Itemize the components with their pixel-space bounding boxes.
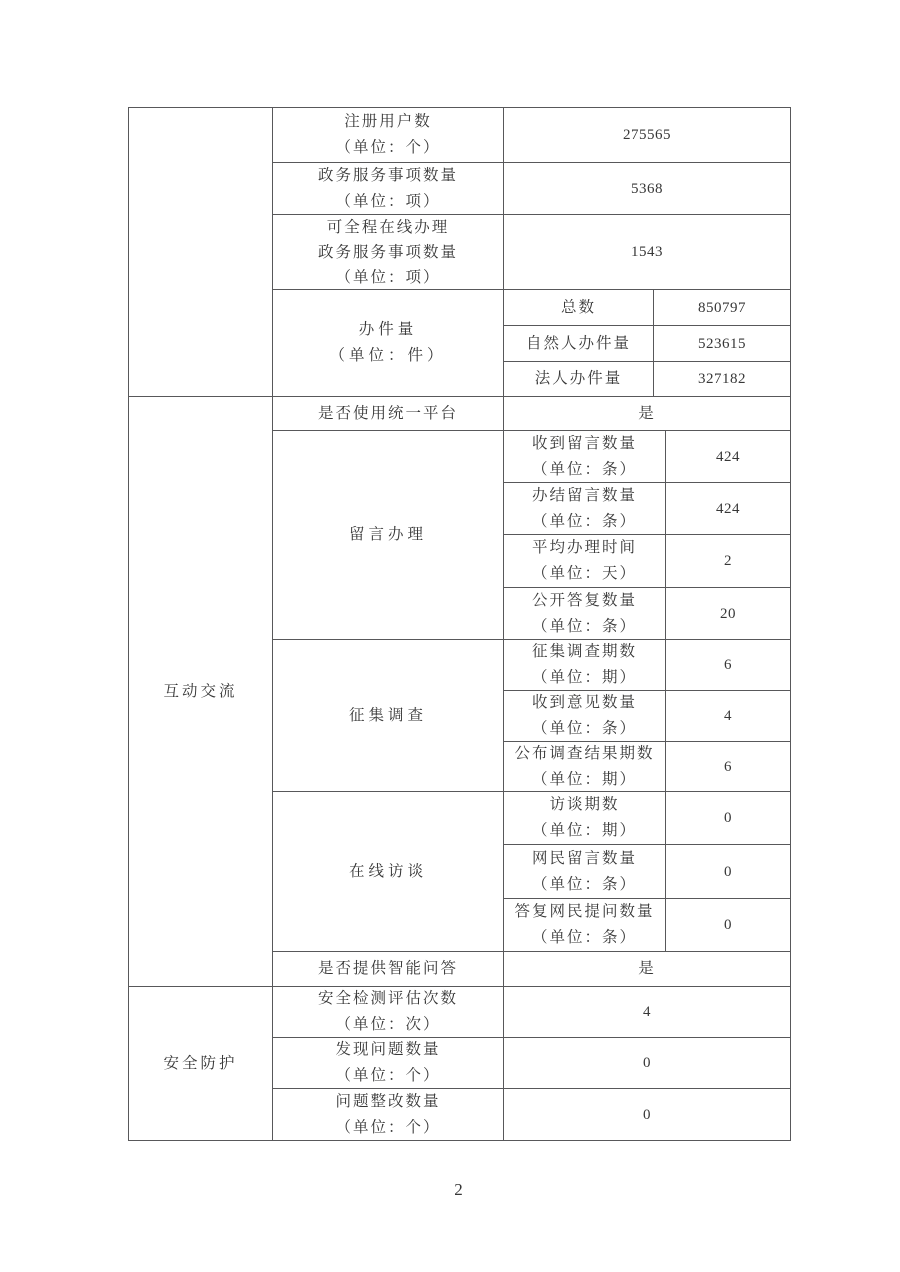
value-problems-rectified: 0 [643, 1106, 651, 1123]
unit-text: （单位：个） [335, 1067, 441, 1084]
unit-text: （单位：条） [531, 512, 637, 530]
label-text: 收到意见数量 [531, 694, 637, 711]
label-text: 政务服务事项数量 [317, 166, 458, 184]
sub-label-interview-periods [504, 792, 666, 845]
label-text: 在线访谈 [348, 862, 427, 880]
value-smart-qa: 是 [504, 952, 790, 987]
label-text: 办件量 [358, 321, 418, 338]
sub-value-questions-answered: 0 [666, 899, 790, 952]
sub-value-messages-completed: 424 [666, 483, 790, 535]
unit-text: （单位：个） [335, 139, 441, 156]
unit-text: （单位：件） [329, 347, 447, 364]
sub-label-case-natural-person: 自然人办件量 [504, 326, 654, 361]
row-label-problems-rectified [273, 1089, 504, 1140]
report-table [128, 107, 791, 1141]
sub-value-case-total: 850797 [698, 299, 746, 316]
category-cell-interaction: 互动交流 [129, 397, 273, 987]
label-text: 问题整改数量 [335, 1092, 441, 1110]
group-label-case-volume [273, 290, 504, 397]
unit-text: （单位：天） [531, 565, 637, 582]
row-label-service-items [273, 163, 504, 215]
row-label-problems-found [273, 1038, 504, 1089]
sub-label-case-total: 总数 [504, 290, 654, 325]
unit-text: （单位：条） [531, 617, 637, 635]
sub-label-case-legal-person: 法人办件量 [504, 362, 654, 396]
group-label-interview [273, 792, 504, 952]
sub-label-survey-results-published [504, 742, 666, 792]
value-full-online-items: 1543 [504, 215, 790, 290]
sub-value-survey-periods: 6 [666, 640, 790, 691]
row-label-registered-users [273, 108, 504, 163]
value-security-assessments: 4 [504, 987, 790, 1038]
unit-text: （单位：条） [531, 720, 637, 737]
table-row-case-total [504, 290, 790, 326]
row-label-full-online-items [273, 215, 504, 290]
category-cell-blank [129, 108, 273, 397]
sub-label-public-replies [504, 588, 666, 640]
sub-value-survey-results-published: 6 [666, 742, 790, 792]
label-text: 是否提供智能问答 [317, 960, 458, 977]
unit-text: （单位：期） [531, 669, 637, 686]
group-label-message-handling [273, 431, 504, 640]
label-text: 公开答复数量 [531, 591, 637, 609]
category-cell-security: 安全防护 [129, 987, 273, 1140]
sub-value-opinions-received: 4 [666, 691, 790, 742]
table-row-case-natural-person [504, 326, 790, 362]
sub-label-messages-received [504, 431, 666, 483]
unit-text: （单位：次） [335, 1016, 441, 1033]
sub-value-public-replies: 20 [666, 588, 790, 640]
label-text: 网民留言数量 [531, 849, 637, 867]
row-label-security-assessments [273, 987, 504, 1038]
label-text: 是否使用统一平台 [317, 404, 458, 422]
unit-text: （单位：条） [531, 875, 637, 893]
value-problems-found: 0 [504, 1038, 790, 1089]
sub-value-case-natural-person: 523615 [698, 335, 746, 352]
label-text: 办结留言数量 [531, 486, 637, 504]
unit-text: （单位：期） [531, 822, 637, 839]
sub-value-messages-received: 424 [666, 431, 790, 483]
sub-label-messages-completed [504, 483, 666, 535]
label-text: 安全检测评估次数 [317, 990, 458, 1007]
sub-value-netizen-messages: 0 [666, 845, 790, 899]
unit-text: （单位：个） [335, 1118, 441, 1136]
page-number: 2 [454, 1180, 463, 1199]
value-unified-platform: 是 [504, 397, 790, 431]
unit-text: （单位：期） [531, 770, 637, 788]
value-service-items: 5368 [504, 163, 790, 215]
sub-label-opinions-received [504, 691, 666, 742]
label-text-line1: 可全程在线办理 [326, 218, 450, 236]
label-text: 答复网民提问数量 [514, 903, 655, 920]
label-text: 征集调查期数 [531, 643, 637, 660]
label-text: 收到留言数量 [531, 434, 637, 452]
sub-label-survey-periods [504, 640, 666, 691]
sub-value-case-legal-person: 327182 [698, 371, 746, 387]
label-text: 平均办理时间 [531, 539, 637, 556]
label-text: 留言办理 [348, 526, 427, 543]
label-text: 公布调查结果期数 [514, 744, 655, 762]
row-label-unified-platform [273, 397, 504, 431]
label-text: 访谈期数 [549, 796, 620, 813]
label-text: 注册用户数 [344, 113, 432, 130]
unit-text: （单位：项） [335, 192, 441, 210]
unit-text: （单位：条） [531, 929, 637, 946]
table-row-case-legal-person [504, 362, 790, 397]
sub-value-average-handling-time: 2 [666, 535, 790, 588]
unit-text: （单位：项） [335, 268, 441, 286]
sub-label-questions-answered [504, 899, 666, 952]
sub-label-netizen-messages [504, 845, 666, 899]
sub-label-average-handling-time [504, 535, 666, 588]
group-label-survey [273, 640, 504, 792]
label-text: 发现问题数量 [335, 1041, 441, 1058]
label-text-line2: 政务服务事项数量 [317, 243, 458, 261]
label-text: 征集调查 [348, 706, 427, 724]
sub-value-interview-periods: 0 [666, 792, 790, 845]
row-label-smart-qa [273, 952, 504, 987]
value-registered-users: 275565 [504, 108, 790, 163]
unit-text: （单位：条） [531, 460, 637, 478]
